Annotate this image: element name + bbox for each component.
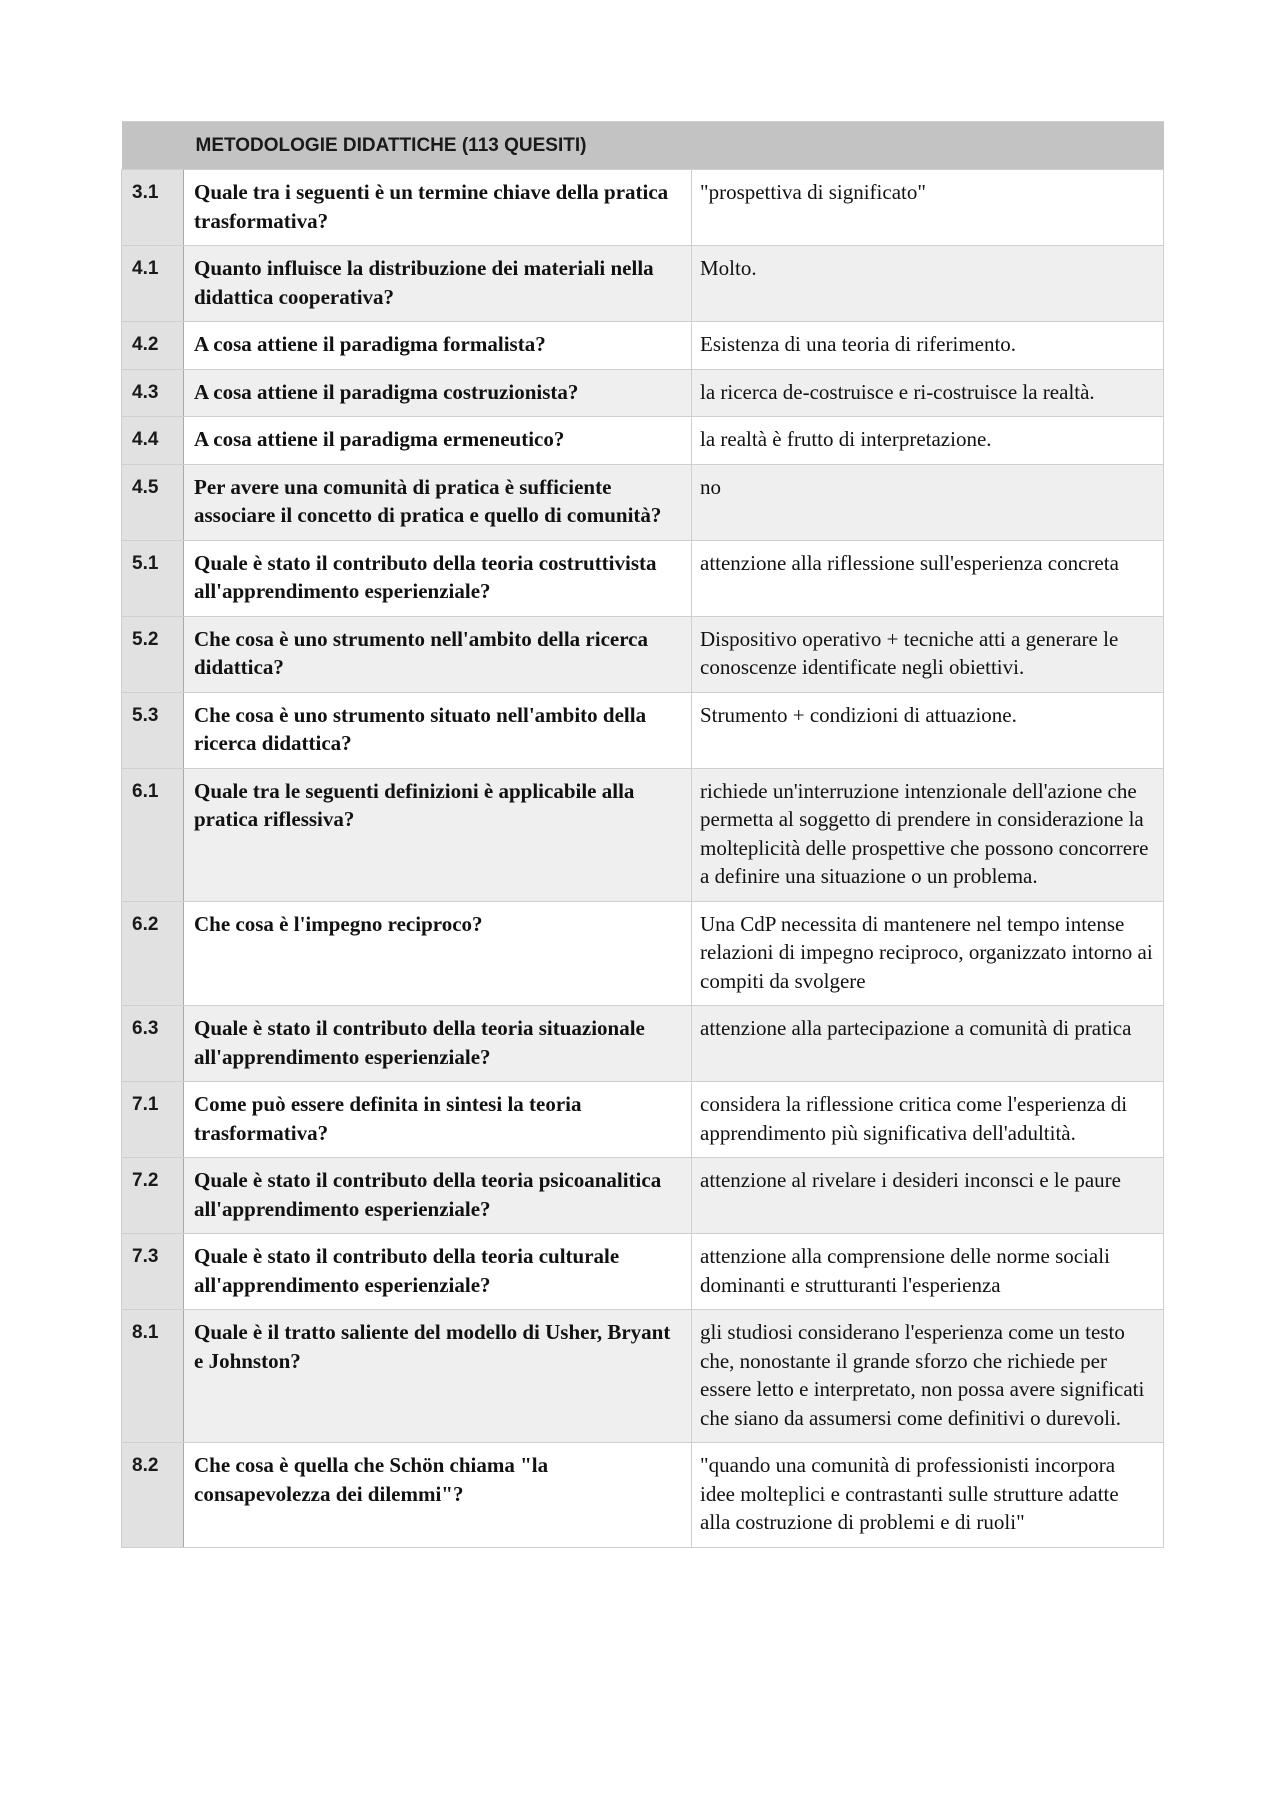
question-text: Quale è il tratto saliente del modello di Usher, Bryant e Johnston? [184, 1310, 692, 1443]
table-title: METODOLOGIE DIDATTICHE (113 QUESITI) [122, 122, 1164, 170]
question-number: 4.2 [122, 322, 184, 370]
table-row [122, 170, 1164, 246]
answer-text: "quando una comunità di professionisti incorpora idee molteplici e contrastanti sulle strutture adatte alla costruzione di problemi e di ruoli" [692, 1443, 1164, 1548]
question-number: 5.3 [122, 692, 184, 768]
answer-text: Esistenza di una teoria di riferimento. [692, 322, 1164, 370]
table-row [122, 369, 1164, 417]
table-row [122, 901, 1164, 1006]
question-number: 8.2 [122, 1443, 184, 1548]
question-text: Che cosa è uno strumento situato nell'ambito della ricerca didattica? [184, 692, 692, 768]
answer-text: la ricerca de-costruisce e ri-costruisce la realtà. [692, 369, 1164, 417]
question-text: Quale è stato il contributo della teoria costruttivista all'apprendimento esperienziale? [184, 540, 692, 616]
question-number: 4.4 [122, 417, 184, 465]
table-row [122, 1443, 1164, 1548]
question-text: Quale è stato il contributo della teoria situazionale all'apprendimento esperienziale? [184, 1006, 692, 1082]
question-number: 6.2 [122, 901, 184, 1006]
answer-text: attenzione alla comprensione delle norme sociali dominanti e strutturanti l'esperienza [692, 1234, 1164, 1310]
answer-text: Molto. [692, 246, 1164, 322]
question-text: Quale tra le seguenti definizioni è applicabile alla pratica riflessiva? [184, 768, 692, 901]
question-number: 7.3 [122, 1234, 184, 1310]
question-number: 3.1 [122, 170, 184, 246]
answer-text: considera la riflessione critica come l'esperienza di apprendimento più significativa dell'adultità. [692, 1082, 1164, 1158]
table-row [122, 540, 1164, 616]
table-row [122, 768, 1164, 901]
qa-table [121, 121, 1164, 1548]
answer-text: Strumento + condizioni di attuazione. [692, 692, 1164, 768]
question-text: Che cosa è uno strumento nell'ambito della ricerca didattica? [184, 616, 692, 692]
answer-text: attenzione alla riflessione sull'esperienza concreta [692, 540, 1164, 616]
question-number: 7.1 [122, 1082, 184, 1158]
answer-text: "prospettiva di significato" [692, 170, 1164, 246]
table-row [122, 246, 1164, 322]
answer-text: attenzione alla partecipazione a comunità di pratica [692, 1006, 1164, 1082]
table-body [122, 170, 1164, 1548]
table-row [122, 692, 1164, 768]
question-text: Quale è stato il contributo della teoria culturale all'apprendimento esperienziale? [184, 1234, 692, 1310]
question-text: A cosa attiene il paradigma formalista? [184, 322, 692, 370]
question-text: Quanto influisce la distribuzione dei materiali nella didattica cooperativa? [184, 246, 692, 322]
question-number: 4.5 [122, 464, 184, 540]
question-number: 5.1 [122, 540, 184, 616]
table-row [122, 464, 1164, 540]
answer-text: Una CdP necessita di mantenere nel tempo intense relazioni di impegno reciproco, organizzato intorno ai compiti da svolgere [692, 901, 1164, 1006]
question-number: 6.1 [122, 768, 184, 901]
question-number: 5.2 [122, 616, 184, 692]
question-text: Quale è stato il contributo della teoria psicoanalitica all'apprendimento esperienziale? [184, 1158, 692, 1234]
question-text: Come può essere definita in sintesi la teoria trasformativa? [184, 1082, 692, 1158]
answer-text: la realtà è frutto di interpretazione. [692, 417, 1164, 465]
answer-text: no [692, 464, 1164, 540]
question-number: 7.2 [122, 1158, 184, 1234]
table-row [122, 417, 1164, 465]
question-number: 6.3 [122, 1006, 184, 1082]
question-number: 8.1 [122, 1310, 184, 1443]
question-text: Quale tra i seguenti è un termine chiave della pratica trasformativa? [184, 170, 692, 246]
table-row [122, 1310, 1164, 1443]
question-text: Che cosa è quella che Schön chiama "la consapevolezza dei dilemmi"? [184, 1443, 692, 1548]
question-text: Che cosa è l'impegno reciproco? [184, 901, 692, 1006]
question-number: 4.3 [122, 369, 184, 417]
question-text: A cosa attiene il paradigma costruzionista? [184, 369, 692, 417]
question-text: A cosa attiene il paradigma ermeneutico? [184, 417, 692, 465]
table-row [122, 616, 1164, 692]
table-row [122, 1234, 1164, 1310]
table-row [122, 1082, 1164, 1158]
table-row [122, 1006, 1164, 1082]
answer-text: attenzione al rivelare i desideri inconsci e le paure [692, 1158, 1164, 1234]
table-row [122, 322, 1164, 370]
answer-text: richiede un'interruzione intenzionale dell'azione che permetta al soggetto di prendere in considerazione la molteplicità delle prospettive che possono concorrere a definire una situazione o un problema. [692, 768, 1164, 901]
question-number: 4.1 [122, 246, 184, 322]
question-text: Per avere una comunità di pratica è sufficiente associare il concetto di pratica e quello di comunità? [184, 464, 692, 540]
answer-text: Dispositivo operativo + tecniche atti a generare le conoscenze identificate negli obiettivi. [692, 616, 1164, 692]
table-header-row [122, 122, 1164, 170]
table-row [122, 1158, 1164, 1234]
answer-text: gli studiosi considerano l'esperienza come un testo che, nonostante il grande sforzo che richiede per essere letto e interpretato, non possa avere significati che siano da assumersi come definitivi o durevoli. [692, 1310, 1164, 1443]
